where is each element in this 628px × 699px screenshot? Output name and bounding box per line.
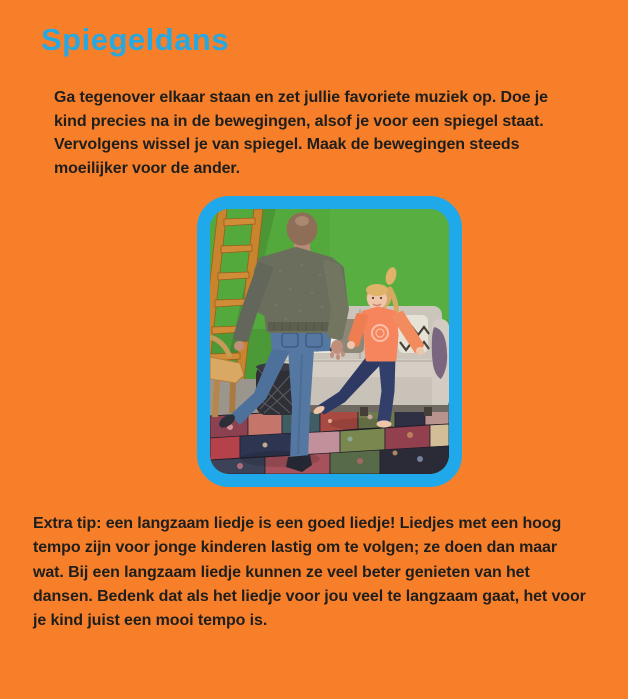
photo-dancing-scene	[210, 209, 449, 474]
text-line: wat. Bij een langzaam liedje kunnen ze veel beter genieten van het	[33, 563, 530, 581]
text-line: tempo zijn voor jonge kinderen lastig om te volgen; ze doen dan maar	[33, 539, 557, 557]
text-line: dansen. Bedenk dat als het liedje voor jou veel te langzaam gaat, het voor	[33, 587, 586, 605]
text-line: moeilijker voor de ander.	[54, 160, 241, 178]
page-title: Spiegeldans	[41, 22, 230, 57]
text-line: Extra tip: een langzaam liedje is een goed liedje! Liedjes met een hoog	[33, 515, 562, 532]
text-line: kind precies na in de bewegingen, alsof je voor een spiegel staat.	[54, 112, 544, 130]
photo-frame	[197, 196, 462, 487]
intro-paragraph	[54, 86, 548, 181]
text-line: je kind juist een mooi tempo is.	[33, 612, 268, 630]
tip-paragraph	[33, 512, 586, 633]
text-line: Ga tegenover elkaar staan en zet jullie favoriete muziek op. Doe je	[54, 89, 548, 106]
text-line: Vervolgens wissel je van spiegel. Maak de bewegingen steeds	[54, 136, 520, 154]
